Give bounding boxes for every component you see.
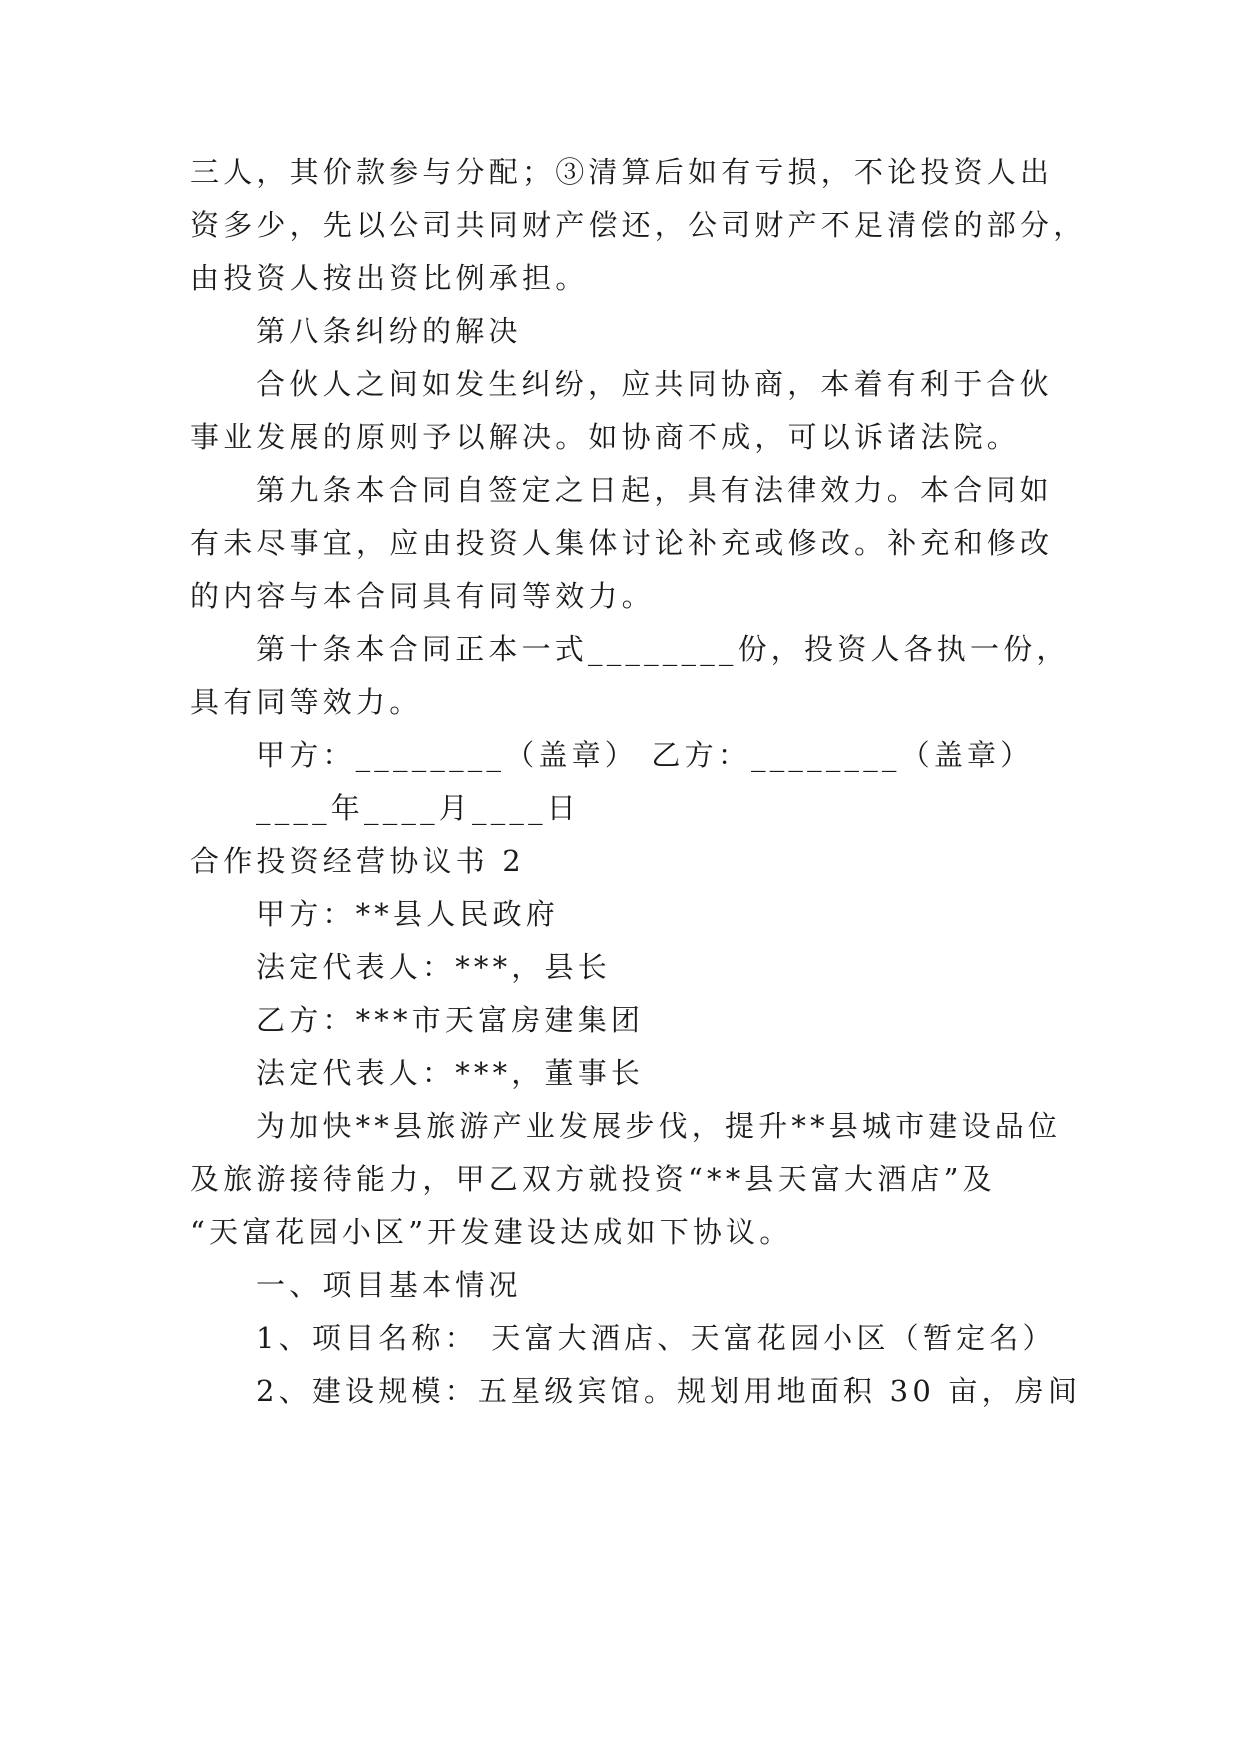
- paragraph-line: 由投资人按出资比例承担。: [190, 261, 589, 295]
- paragraph-line: 三人，其价款参与分配；③清算后如有亏损，不论投资人出: [190, 155, 1054, 189]
- document-title: 合作投资经营协议书 2: [190, 844, 525, 878]
- paragraph-line: 第十条本合同正本一式________份，投资人各执一份，: [256, 632, 1070, 666]
- paragraph-line: 资多少，先以公司共同财产偿还，公司财产不足清偿的部分，: [190, 208, 1087, 242]
- paragraph-line: 为加快**县旅游产业发展步伐，提升**县城市建设品位: [256, 1109, 1062, 1143]
- paragraph-line: 有未尽事宜，应由投资人集体讨论补充或修改。补充和修改: [190, 526, 1054, 560]
- paragraph-line: 具有同等效力。: [190, 685, 423, 719]
- paragraph-line: 事业发展的原则予以解决。如协商不成，可以诉诸法院。: [190, 420, 1021, 454]
- paragraph-line: 合伙人之间如发生纠纷，应共同协商，本着有利于合伙: [256, 367, 1053, 401]
- paragraph-line: 2、建设规模：五星级宾馆。规划用地面积 30 亩，房间: [256, 1374, 1082, 1408]
- paragraph-line: 1、项目名称： 天富大酒店、天富花园小区（暂定名）: [256, 1321, 1056, 1355]
- section-heading: 第八条纠纷的解决: [256, 314, 522, 348]
- paragraph-line: “天富花园小区”开发建设达成如下协议。: [190, 1215, 793, 1249]
- paragraph-line: 的内容与本合同具有同等效力。: [190, 579, 655, 613]
- paragraph-line: 第九条本合同自签定之日起，具有法律效力。本合同如: [256, 473, 1053, 507]
- party-line: 法定代表人：***，董事长: [256, 1056, 645, 1090]
- party-line: 甲方：**县人民政府: [256, 897, 560, 931]
- signature-line: 甲方：________（盖章） 乙方：________（盖章）: [256, 738, 1034, 772]
- party-line: 法定代表人：***，县长: [256, 950, 611, 984]
- party-line: 乙方：***市天富房建集团: [256, 1003, 645, 1037]
- paragraph-line: 及旅游接待能力，甲乙双方就投资“**县天富大酒店”及: [190, 1162, 996, 1196]
- section-heading: 一、项目基本情况: [256, 1268, 522, 1302]
- date-line: ____年____月____日: [256, 791, 581, 825]
